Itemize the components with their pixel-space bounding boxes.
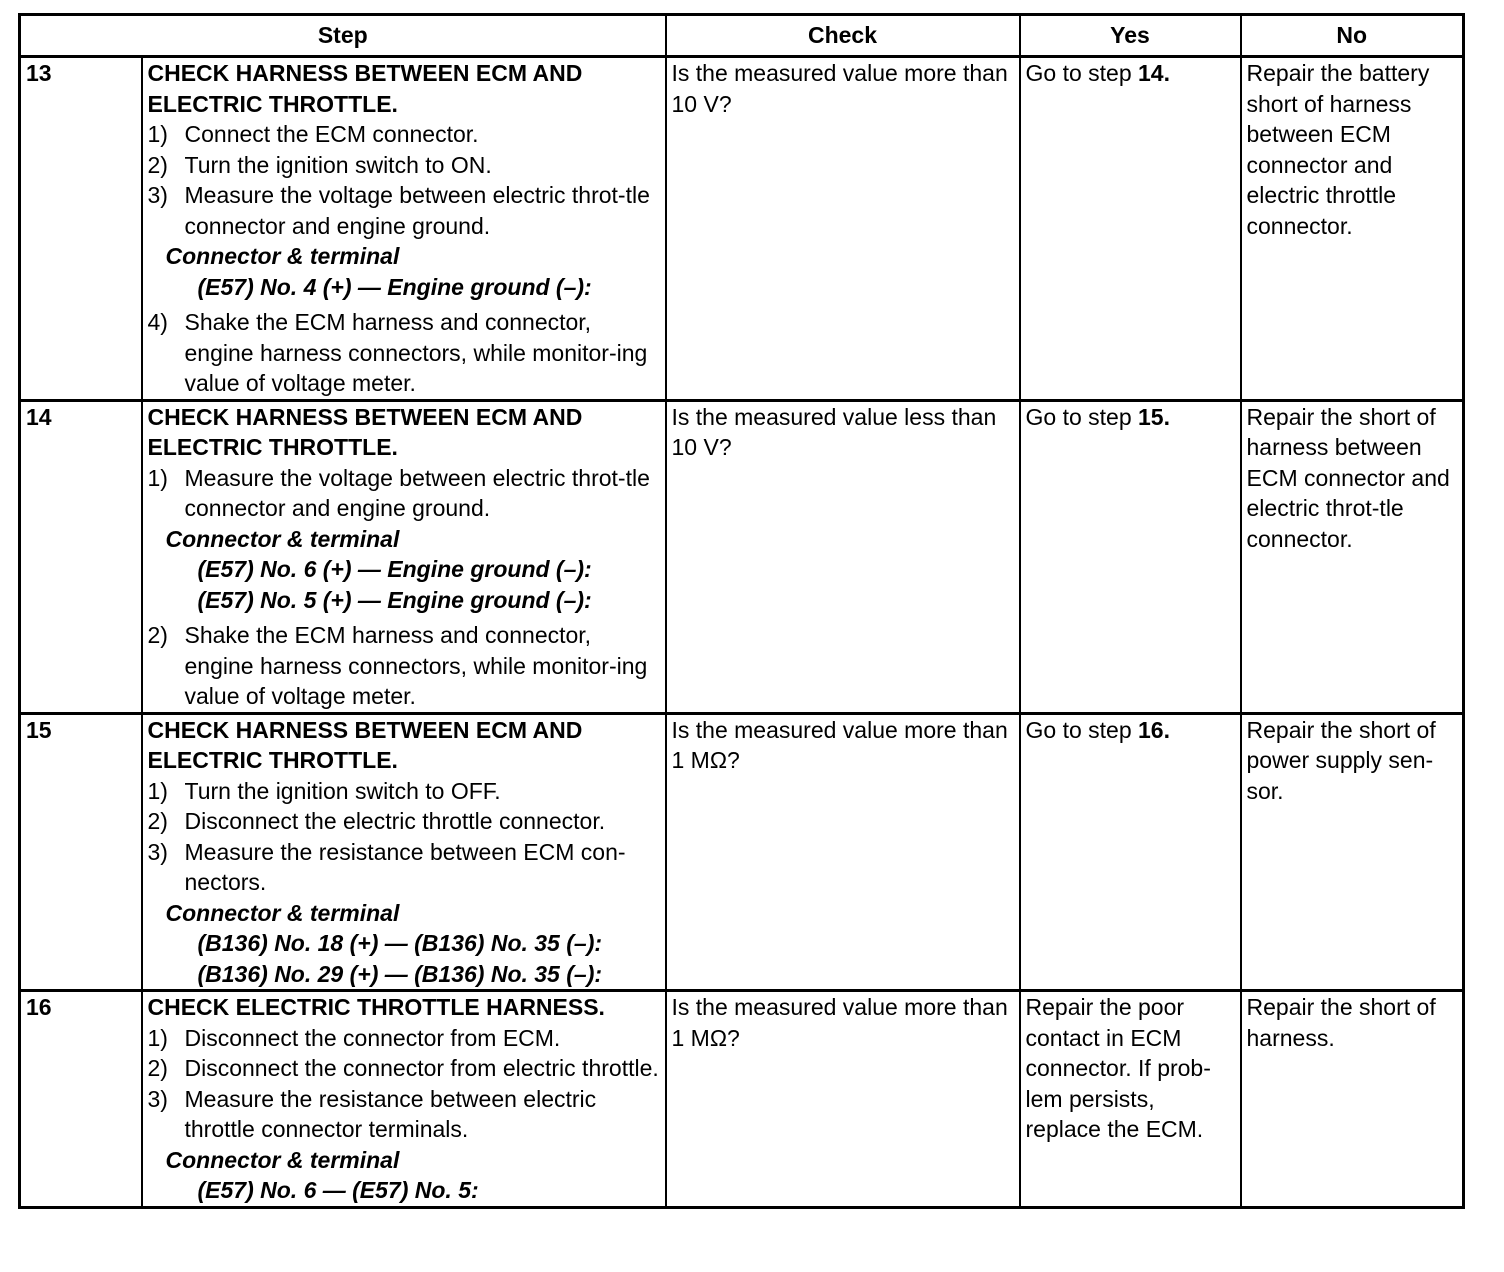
yes-cell xyxy=(1020,400,1241,713)
connector-terminal-label: Connector & terminal xyxy=(165,243,400,269)
yes-cell xyxy=(1020,991,1241,1208)
step-title-cont: ELECTRIC THROTTLE. xyxy=(147,747,398,773)
connector-terminal-label: Connector & terminal xyxy=(165,525,400,552)
step-cell xyxy=(142,713,666,991)
instruction xyxy=(148,1023,661,1054)
instruction-text: Shake the ECM harness and connector, engine harness connectors, while monitor-ing value of voltage meter. xyxy=(184,309,648,396)
instruction-text: Measure the resistance between electric throttle connector terminals. xyxy=(184,1085,597,1142)
instruction-text: Measure the resistance between ECM con-nectors. xyxy=(184,838,626,895)
terminal-spec: (B136) No. 18 (+) — (B136) No. 35 (–): xyxy=(197,930,603,956)
instruction xyxy=(148,806,661,837)
step-number: 15 xyxy=(20,713,142,991)
diagnostic-table xyxy=(18,13,1465,1209)
connector-terminal-label: Connector & terminal xyxy=(165,1146,400,1173)
step-title: CHECK ELECTRIC THROTTLE HARNESS. xyxy=(147,994,605,1020)
no-cell: Repair the short of power supply sen-sor. xyxy=(1241,713,1464,991)
instruction-number: 2) xyxy=(147,808,168,834)
instruction-number: 1) xyxy=(147,121,168,147)
yes-step-ref: 15. xyxy=(1138,403,1170,430)
instruction-number: 2) xyxy=(147,1055,168,1081)
step-title-cont: ELECTRIC THROTTLE. xyxy=(147,434,398,460)
terminal-spec: (E57) No. 6 — (E57) No. 5: xyxy=(197,1177,479,1203)
instruction-text: Disconnect the electric throttle connector. xyxy=(184,808,606,834)
step-number: 14 xyxy=(20,400,142,713)
check-cell: Is the measured value more than 1 MΩ? xyxy=(666,713,1020,991)
instruction-number: 3) xyxy=(147,1085,168,1112)
step-title-cont: ELECTRIC THROTTLE. xyxy=(147,90,398,117)
check-cell: Is the measured value less than 10 V? xyxy=(666,400,1020,713)
yes-text: Repair the poor contact in ECM connector. If prob-lem persists, replace the ECM. xyxy=(1025,994,1211,1142)
header-step: Step xyxy=(20,15,666,57)
instruction xyxy=(148,776,661,807)
instruction-number: 3) xyxy=(147,838,168,865)
no-cell: Repair the short of harness between ECM connector and electric throt-tle connector. xyxy=(1241,400,1464,713)
header-yes: Yes xyxy=(1020,15,1241,57)
instruction xyxy=(148,837,661,898)
instruction-number: 2) xyxy=(147,622,168,648)
instruction-text: Disconnect the connector from electric throttle. xyxy=(184,1055,659,1081)
instruction xyxy=(148,119,661,150)
check-cell: Is the measured value more than 10 V? xyxy=(666,57,1020,401)
step-title: CHECK HARNESS BETWEEN ECM AND xyxy=(147,60,583,86)
instruction xyxy=(148,620,661,712)
yes-text: Go to step xyxy=(1025,60,1139,86)
instruction-number: 1) xyxy=(147,777,168,804)
step-cell xyxy=(142,991,666,1208)
instruction xyxy=(148,1084,661,1145)
instruction-number: 2) xyxy=(147,151,168,178)
terminal-spec: (B136) No. 29 (+) — (B136) No. 35 (–): xyxy=(197,960,603,987)
step-cell xyxy=(142,57,666,401)
table-body xyxy=(20,57,1464,1208)
check-cell: Is the measured value more than 1 MΩ? xyxy=(666,991,1020,1208)
yes-text: Go to step xyxy=(1025,403,1139,430)
table-row xyxy=(20,400,1464,713)
yes-step-ref: 16. xyxy=(1138,716,1170,743)
instruction xyxy=(148,150,661,181)
connector-terminal-label: Connector & terminal xyxy=(165,899,400,926)
instruction-text: Turn the ignition switch to ON. xyxy=(184,151,492,178)
header-row xyxy=(20,15,1464,57)
no-cell: Repair the short of harness. xyxy=(1241,991,1464,1208)
instruction-text: Measure the voltage between electric throt-tle connector and engine ground. xyxy=(184,464,650,521)
yes-cell xyxy=(1020,57,1241,401)
step-title: CHECK HARNESS BETWEEN ECM AND xyxy=(147,716,583,743)
terminal-spec: (E57) No. 4 (+) — Engine ground (–): xyxy=(197,273,592,300)
header-check: Check xyxy=(666,15,1020,57)
instruction-text: Connect the ECM connector. xyxy=(184,121,479,147)
instruction-text: Disconnect the connector from ECM. xyxy=(184,1024,561,1051)
instruction-number: 1) xyxy=(147,1024,168,1051)
no-cell: Repair the battery short of harness between ECM connector and electric throttle connector. xyxy=(1241,57,1464,401)
instruction-text: Measure the voltage between electric throt-tle connector and engine ground. xyxy=(184,182,650,239)
instruction-number: 1) xyxy=(147,464,168,491)
header-no: No xyxy=(1241,15,1464,57)
terminal-spec: (E57) No. 5 (+) — Engine ground (–): xyxy=(197,586,592,613)
table-row xyxy=(20,991,1464,1208)
terminal-spec: (E57) No. 6 (+) — Engine ground (–): xyxy=(197,556,592,582)
table-row xyxy=(20,713,1464,991)
instruction xyxy=(148,463,661,524)
step-number: 16 xyxy=(20,991,142,1208)
instruction xyxy=(148,180,661,241)
instruction xyxy=(148,307,661,399)
instruction xyxy=(148,1053,661,1084)
step-number: 13 xyxy=(20,57,142,401)
instruction-text: Turn the ignition switch to OFF. xyxy=(184,777,501,804)
instruction-number: 3) xyxy=(147,182,168,208)
instruction-number: 4) xyxy=(147,309,168,335)
table-row xyxy=(20,57,1464,401)
instruction-text: Shake the ECM harness and connector, engine harness connectors, while monitor-ing value of voltage meter. xyxy=(184,622,648,709)
yes-step-ref: 14. xyxy=(1138,60,1170,86)
yes-cell xyxy=(1020,713,1241,991)
step-title: CHECK HARNESS BETWEEN ECM AND xyxy=(147,403,583,430)
yes-text: Go to step xyxy=(1025,716,1139,743)
step-cell xyxy=(142,400,666,713)
